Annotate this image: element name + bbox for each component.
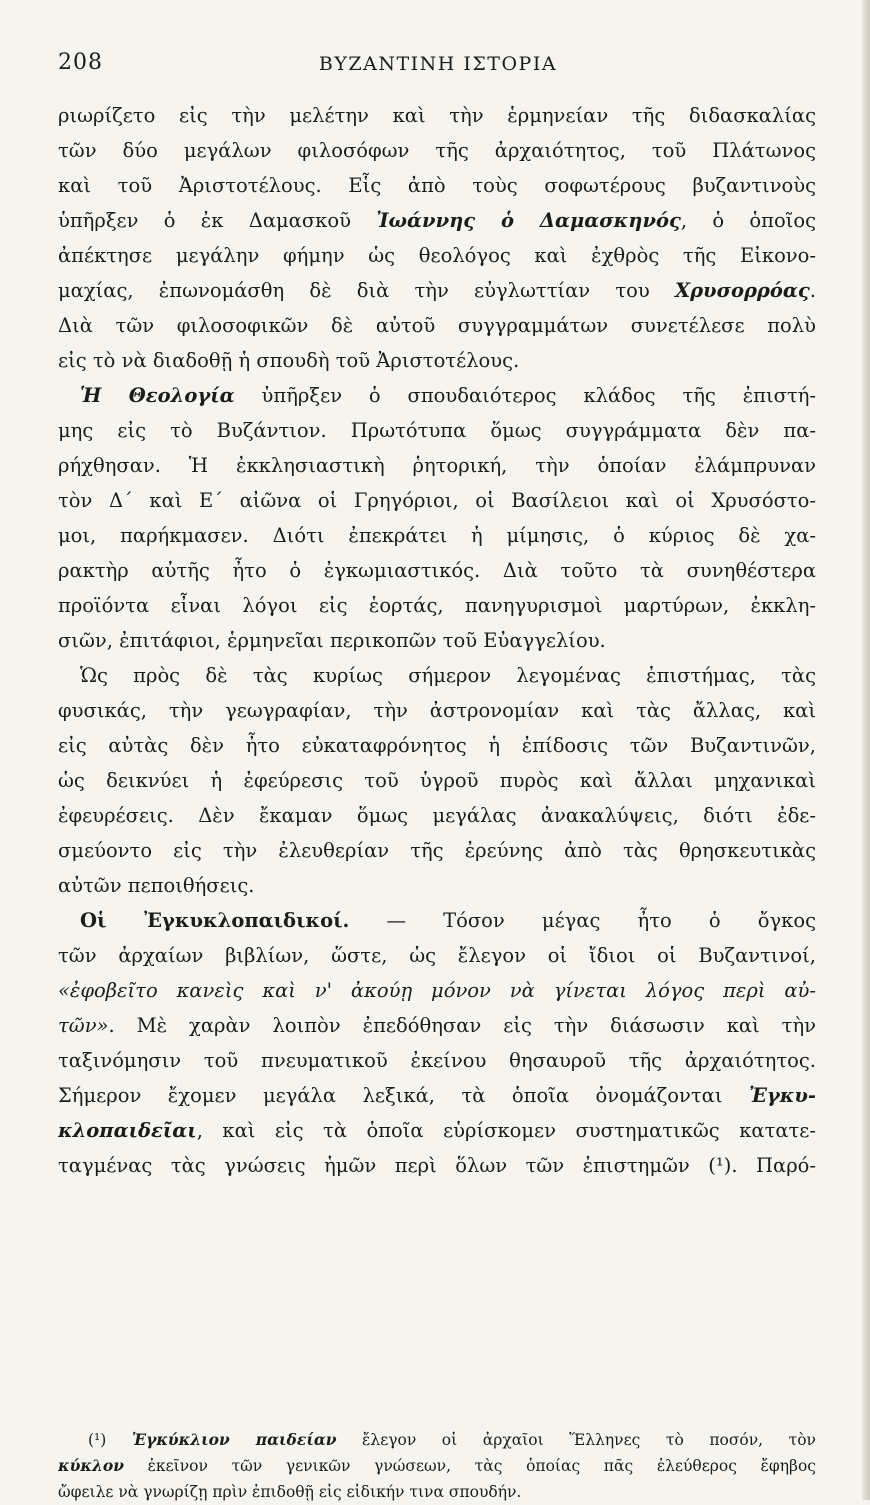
page-edge bbox=[862, 0, 870, 1500]
text-segment: , καὶ εἰς τὰ ὁποῖα εὑρίσκομεν συστηματικῶς κατατε- bbox=[196, 1119, 816, 1142]
text-line bbox=[58, 518, 816, 553]
text-segment: ἀπέκτησε μεγάλην φήμην ὡς θεολόγος καὶ ἐχθρὸς τῆς Εἰκονο- bbox=[58, 244, 816, 267]
text-segment: (¹) bbox=[88, 1431, 132, 1449]
text-line bbox=[58, 98, 816, 133]
text-segment: , ὁ ὁποῖος bbox=[680, 209, 816, 232]
text-segment: μαχίας, ἐπωνομάσθη δὲ διὰ τὴν εὐγλωττίαν του bbox=[58, 279, 675, 302]
text-segment: . bbox=[809, 279, 816, 302]
text-line bbox=[58, 693, 816, 728]
text-segment: Οἱ Ἐγκυκλοπαιδικοί. bbox=[80, 909, 350, 932]
text-segment: ρήχθησαν. Ἡ ἐκκλησιαστικὴ ῥητορική, τὴν ὁποίαν ἐλάμπρυναν bbox=[58, 454, 816, 477]
text-segment: Ὡς πρὸς δὲ τὰς κυρίως σήμερον λεγομένας ἐπιστήμας, τὰς bbox=[80, 664, 816, 687]
footnotes bbox=[58, 1427, 816, 1505]
text-segment: ριωρίζετο εἰς τὴν μελέτην καὶ τὴν ἑρμηνείαν τῆς διδασκαλίας bbox=[58, 104, 816, 127]
text-segment: Σήμερον ἔχομεν μεγάλα λεξικά, τὰ ὁποῖα ὀνομάζονται bbox=[58, 1084, 749, 1107]
text-line bbox=[58, 728, 816, 763]
text-segment: σιῶν, ἐπιτάφιοι, ἑρμηνεῖαι περικοπῶν τοῦ Εὐαγγελίου. bbox=[58, 629, 606, 652]
text-segment: Ἐγκυ- bbox=[748, 1084, 816, 1107]
text-segment: Χρυσορρόας bbox=[674, 279, 810, 302]
text-segment: ὤφειλε νὰ γνωρίζῃ πρὶν ἐπιδοθῇ εἰς εἰδικήν τινα σπουδήν. bbox=[58, 1483, 522, 1501]
text-segment: Διὰ τῶν φιλοσοφικῶν δὲ αὐτοῦ συγγραμμάτων συνετέλεσε πολὺ bbox=[58, 314, 816, 337]
body-text bbox=[58, 98, 816, 1183]
page-header bbox=[58, 50, 818, 80]
text-line bbox=[58, 763, 816, 798]
text-line bbox=[58, 903, 816, 938]
text-segment: ὡς δεικνύει ἡ ἐφεύρεσις τοῦ ὑγροῦ πυρὸς καὶ ἄλλαι μηχανικαὶ bbox=[58, 769, 816, 792]
text-segment: Ἰωάννης ὁ Δαμασκηνός bbox=[376, 209, 681, 232]
text-segment: τὸν Δ΄ καὶ Ε΄ αἰῶνα οἱ Γρηγόριοι, οἱ Βασίλειοι καὶ οἱ Χρυσόστο- bbox=[58, 489, 816, 512]
text-segment: κλοπαιδεῖαι bbox=[58, 1119, 197, 1142]
text-segment: κύκλον bbox=[58, 1456, 124, 1475]
text-line bbox=[58, 553, 816, 588]
text-segment: τῶν» bbox=[58, 1014, 109, 1037]
text-line bbox=[58, 1078, 816, 1113]
text-segment: — Τόσον μέγας ἦτο ὁ ὄγκος bbox=[349, 909, 816, 932]
text-line bbox=[58, 868, 816, 903]
text-segment: φυσικάς, τὴν γεωγραφίαν, τὴν ἀστρονομίαν καὶ τὰς ἄλλας, καὶ bbox=[58, 699, 816, 722]
text-segment: ὑπῆρξεν ὁ ἐκ Δαμασκοῦ bbox=[58, 209, 377, 232]
text-line bbox=[58, 378, 816, 413]
text-line bbox=[58, 833, 816, 868]
text-line bbox=[58, 448, 816, 483]
text-segment: εἰς αὐτὰς δὲν ἦτο εὐκαταφρόνητος ἡ ἐπίδοσις τῶν Βυζαντινῶν, bbox=[58, 734, 816, 757]
footnote-line bbox=[58, 1427, 816, 1453]
text-line bbox=[58, 588, 816, 623]
footnote-line bbox=[58, 1453, 816, 1479]
text-segment: αὐτῶν πεποιθήσεις. bbox=[58, 874, 255, 897]
text-line bbox=[58, 413, 816, 448]
text-line bbox=[58, 133, 816, 168]
page-number: 208 bbox=[58, 50, 103, 75]
text-line bbox=[58, 168, 816, 203]
text-line bbox=[58, 1008, 816, 1043]
text-line bbox=[58, 238, 816, 273]
text-segment: ἔλεγον οἱ ἀρχαῖοι Ἕλληνες τὸ ποσόν, τὸν bbox=[336, 1431, 816, 1449]
text-line bbox=[58, 798, 816, 833]
text-line bbox=[58, 973, 816, 1008]
footnote-line bbox=[58, 1479, 816, 1505]
text-segment: ρακτὴρ αὐτῆς ἦτο ὁ ἐγκωμιαστικός. Διὰ τοῦτο τὰ συνηθέστερα bbox=[58, 559, 816, 582]
text-line bbox=[58, 938, 816, 973]
text-line bbox=[58, 623, 816, 658]
text-segment: Ἡ Θεολογία bbox=[80, 384, 235, 407]
text-line bbox=[58, 308, 816, 343]
text-segment: Ἐγκύκλιον παιδείαν bbox=[131, 1430, 337, 1449]
text-segment: ἐφευρέσεις. Δὲν ἔκαμαν ὅμως μεγάλας ἀνακαλύψεις, διότι ἐδε- bbox=[58, 804, 816, 827]
running-title: ΒΥΖΑΝΤΙΝΗ ΙΣΤΟΡΙΑ bbox=[318, 53, 558, 75]
text-segment: τῶν δύο μεγάλων φιλοσόφων τῆς ἀρχαιότητος, τοῦ Πλάτωνος bbox=[58, 139, 816, 162]
text-line bbox=[58, 273, 816, 308]
text-line bbox=[58, 203, 816, 238]
text-segment: τῶν ἀρχαίων βιβλίων, ὥστε, ὡς ἔλεγον οἱ ἴδιοι οἱ Βυζαντινοί, bbox=[58, 944, 816, 967]
text-segment: σμεύοντο εἰς τὴν ἐλευθερίαν τῆς ἐρεύνης ἀπὸ τὰς θρησκευτικὰς bbox=[58, 839, 816, 862]
text-line bbox=[58, 658, 816, 693]
text-segment: ὑπῆρξεν ὁ σπουδαιότερος κλάδος τῆς ἐπιστή- bbox=[234, 384, 816, 407]
text-segment: ἐκεῖνον τῶν γενικῶν γνώσεων, τὰς ὁποίας πᾶς ἐλεύθερος ἔφηβος bbox=[123, 1457, 816, 1475]
text-segment: καὶ τοῦ Ἀριστοτέλους. Εἷς ἀπὸ τοὺς σοφωτέρους βυζαντινοὺς bbox=[58, 174, 816, 197]
text-line bbox=[58, 483, 816, 518]
text-line bbox=[58, 1043, 816, 1078]
text-segment: μοι, παρήκμασεν. Διότι ἐπεκράτει ἡ μίμησις, ὁ κύριος δὲ χα- bbox=[58, 524, 816, 547]
text-segment: προϊόντα εἶναι λόγοι εἰς ἑορτάς, πανηγυρισμοὶ μαρτύρων, ἐκκλη- bbox=[58, 594, 816, 617]
text-segment: «ἐφοβεῖτο κανεὶς καὶ ν' ἀκούῃ μόνον νὰ γίνεται λόγος περὶ αὐ- bbox=[58, 979, 816, 1002]
text-segment: . Μὲ χαρὰν λοιπὸν ἐπεδόθησαν εἰς τὴν διάσωσιν καὶ τὴν bbox=[108, 1014, 816, 1037]
text-line bbox=[58, 343, 816, 378]
text-segment: ταξινόμησιν τοῦ πνευματικοῦ ἐκείνου θησαυροῦ τῆς ἀρχαιότητος. bbox=[58, 1049, 816, 1072]
text-segment: μης εἰς τὸ Βυζάντιον. Πρωτότυπα ὅμως συγγράμματα δὲν πα- bbox=[58, 419, 816, 442]
text-segment: εἰς τὸ νὰ διαδοθῇ ἡ σπουδὴ τοῦ Ἀριστοτέλους. bbox=[58, 349, 520, 372]
text-segment: ταγμένας τὰς γνώσεις ἡμῶν περὶ ὅλων τῶν ἐπιστημῶν (¹). Παρό- bbox=[58, 1154, 816, 1177]
text-line bbox=[58, 1148, 816, 1183]
text-line bbox=[58, 1113, 816, 1148]
